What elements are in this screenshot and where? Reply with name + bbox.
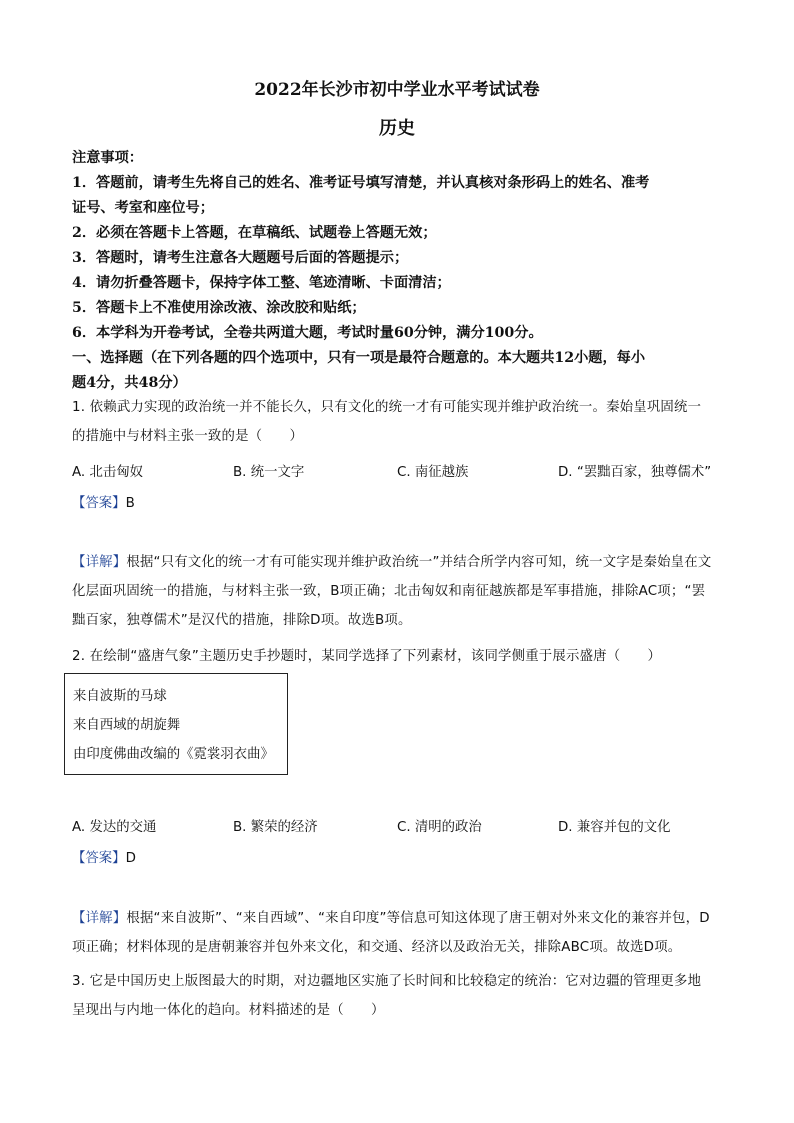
option-d: D. “罢黜百家，独尊儒术”	[558, 465, 712, 480]
notice-line: 1．答题前，请考生先将自己的姓名、准考证号填写清楚，并认真核对条形码上的姓名、准考	[72, 175, 650, 191]
answer-label: 【答案】	[72, 851, 126, 866]
option-a: A. 北击匈奴	[72, 465, 143, 480]
detail-label: 【详解】	[72, 555, 127, 570]
notice-line: 证号、考室和座位号；	[72, 200, 214, 216]
stem-line: 的措施中与材料主张一致的是（ ）	[72, 429, 304, 444]
stem-line: 2. 在绘制“盛唐气象”主题历史手抄题时，某同学选择了下列素材，该同学侧重于展示盛唐（ ）	[72, 649, 662, 664]
option-c: C. 南征越族	[397, 465, 469, 480]
question-2-stem	[72, 642, 727, 671]
notice-heading: 注意事项：	[72, 150, 143, 166]
material-box	[64, 673, 288, 775]
detail-line: 【详解】根据“来自波斯”、“来自西域”、“来自印度”等信息可知这体现了唐王朝对外来文化的兼容并包，D	[72, 911, 710, 926]
material-line: 由印度佛曲改编的《霓裳羽衣曲》	[73, 747, 274, 762]
material-line: 来自西域的胡旋舞	[73, 718, 181, 733]
detail-label: 【详解】	[72, 911, 127, 926]
question-2-options	[72, 816, 732, 840]
section-heading: 一、选择题（在下列各题的四个选项中，只有一项是最符合题意的。本大题共12小题，每小	[72, 350, 646, 366]
detail-line: 黜百家，独尊儒术”是汉代的措施，排除D项。故选B项。	[72, 613, 412, 628]
question-3-stem	[72, 967, 727, 1025]
question-1-options	[72, 461, 732, 485]
notice-block	[72, 146, 732, 396]
question-1-detail	[72, 548, 727, 635]
detail-line: 化层面巩固统一的措施，与材料主张一致，B项正确；北击匈奴和南征越族都是军事措施，排除AC项；“罢	[72, 584, 706, 599]
question-1-stem	[72, 393, 727, 451]
detail-line: 项正确；材料体现的是唐朝兼容并包外来文化，和交通、经济以及政治无关，排除ABC项。故选D项。	[72, 940, 682, 955]
material-line: 来自波斯的马球	[73, 689, 167, 704]
option-c: C. 清明的政治	[397, 820, 482, 835]
question-2-detail	[72, 904, 727, 962]
exam-title: 2022年长沙市初中学业水平考试试卷	[254, 80, 540, 100]
option-b: B. 繁荣的经济	[233, 820, 318, 835]
notice-line: 5．答题卡上不准使用涂改液、涂改胶和贴纸；	[72, 300, 366, 316]
stem-line: 1. 依赖武力实现的政治统一并不能长久，只有文化的统一才有可能实现并维护政治统一。秦始皇巩固统一	[72, 400, 702, 415]
notice-line: 6．本学科为开卷考试，全卷共两道大题，考试时量60分钟，满分100分。	[72, 325, 543, 341]
question-1-answer	[72, 492, 135, 511]
notice-line: 4．请勿折叠答题卡，保持字体工整、笔迹清晰、卡面清洁；	[72, 275, 451, 291]
option-b: B. 统一文字	[233, 465, 305, 480]
section-heading: 题4分，共48分）	[72, 375, 187, 391]
notice-line: 2．必须在答题卡上答题，在草稿纸、试题卷上答题无效；	[72, 225, 437, 241]
option-a: A. 发达的交通	[72, 820, 157, 835]
answer-value: B	[125, 496, 135, 511]
option-d: D. 兼容并包的文化	[558, 820, 671, 835]
answer-value: D	[125, 851, 136, 866]
detail-line: 【详解】根据“只有文化的统一才有可能实现并维护政治统一”并结合所学内容可知，统一文字是秦始皇在文	[72, 555, 712, 570]
notice-line: 3．答题时，请考生注意各大题题号后面的答题提示；	[72, 250, 409, 266]
answer-label: 【答案】	[72, 496, 126, 511]
stem-line: 3. 它是中国历史上版图最大的时期，对边疆地区实施了长时间和比较稳定的统治：它对边疆的管理更多地	[72, 974, 702, 989]
subject-title: 历史	[379, 118, 415, 139]
question-2-answer	[72, 847, 136, 866]
stem-line: 呈现出与内地一体化的趋向。材料描述的是（ ）	[72, 1003, 385, 1018]
